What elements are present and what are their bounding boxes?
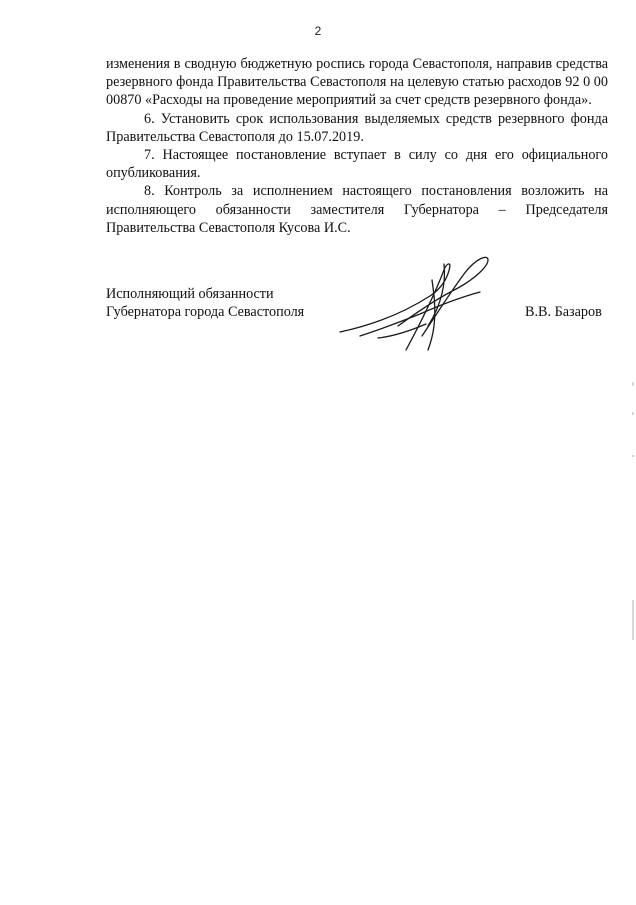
signatory-position-line-1: Исполняющий обязанности	[106, 286, 274, 302]
scan-artifact	[632, 455, 634, 457]
handwritten-signature	[338, 252, 508, 356]
signatory-name: В.В. Базаров	[525, 304, 602, 320]
scan-artifact	[632, 382, 634, 386]
paragraph-item-7: 7. Настоящее постановление вступает в силу со дня его официального опубликования.	[106, 147, 608, 182]
page-number: 2	[314, 24, 322, 38]
scan-artifact	[632, 600, 634, 640]
document-body	[106, 55, 608, 237]
paragraph-continuation: изменения в сводную бюджетную роспись города Севастополя, направив средства резервного фонда Правительства Севастополя на целевую статью расходов 92 0 00 00870 «Расходы на проведение мероприятий за счет средств резервного фонда».	[106, 56, 608, 109]
signatory-position-line-2: Губернатора города Севастополя	[106, 304, 305, 321]
signatory-position	[106, 285, 304, 321]
scan-artifact	[632, 412, 634, 415]
paragraph-item-6: 6. Установить срок использования выделяемых средств резервного фонда Правительства Севастополя до 15.07.2019.	[106, 110, 608, 145]
paragraph-item-8: 8. Контроль за исполнением настоящего постановления возложить на исполняющего обязанности заместителя Губернатора – Председателя Правительства Севастополя Кусова И.С.	[106, 183, 608, 236]
